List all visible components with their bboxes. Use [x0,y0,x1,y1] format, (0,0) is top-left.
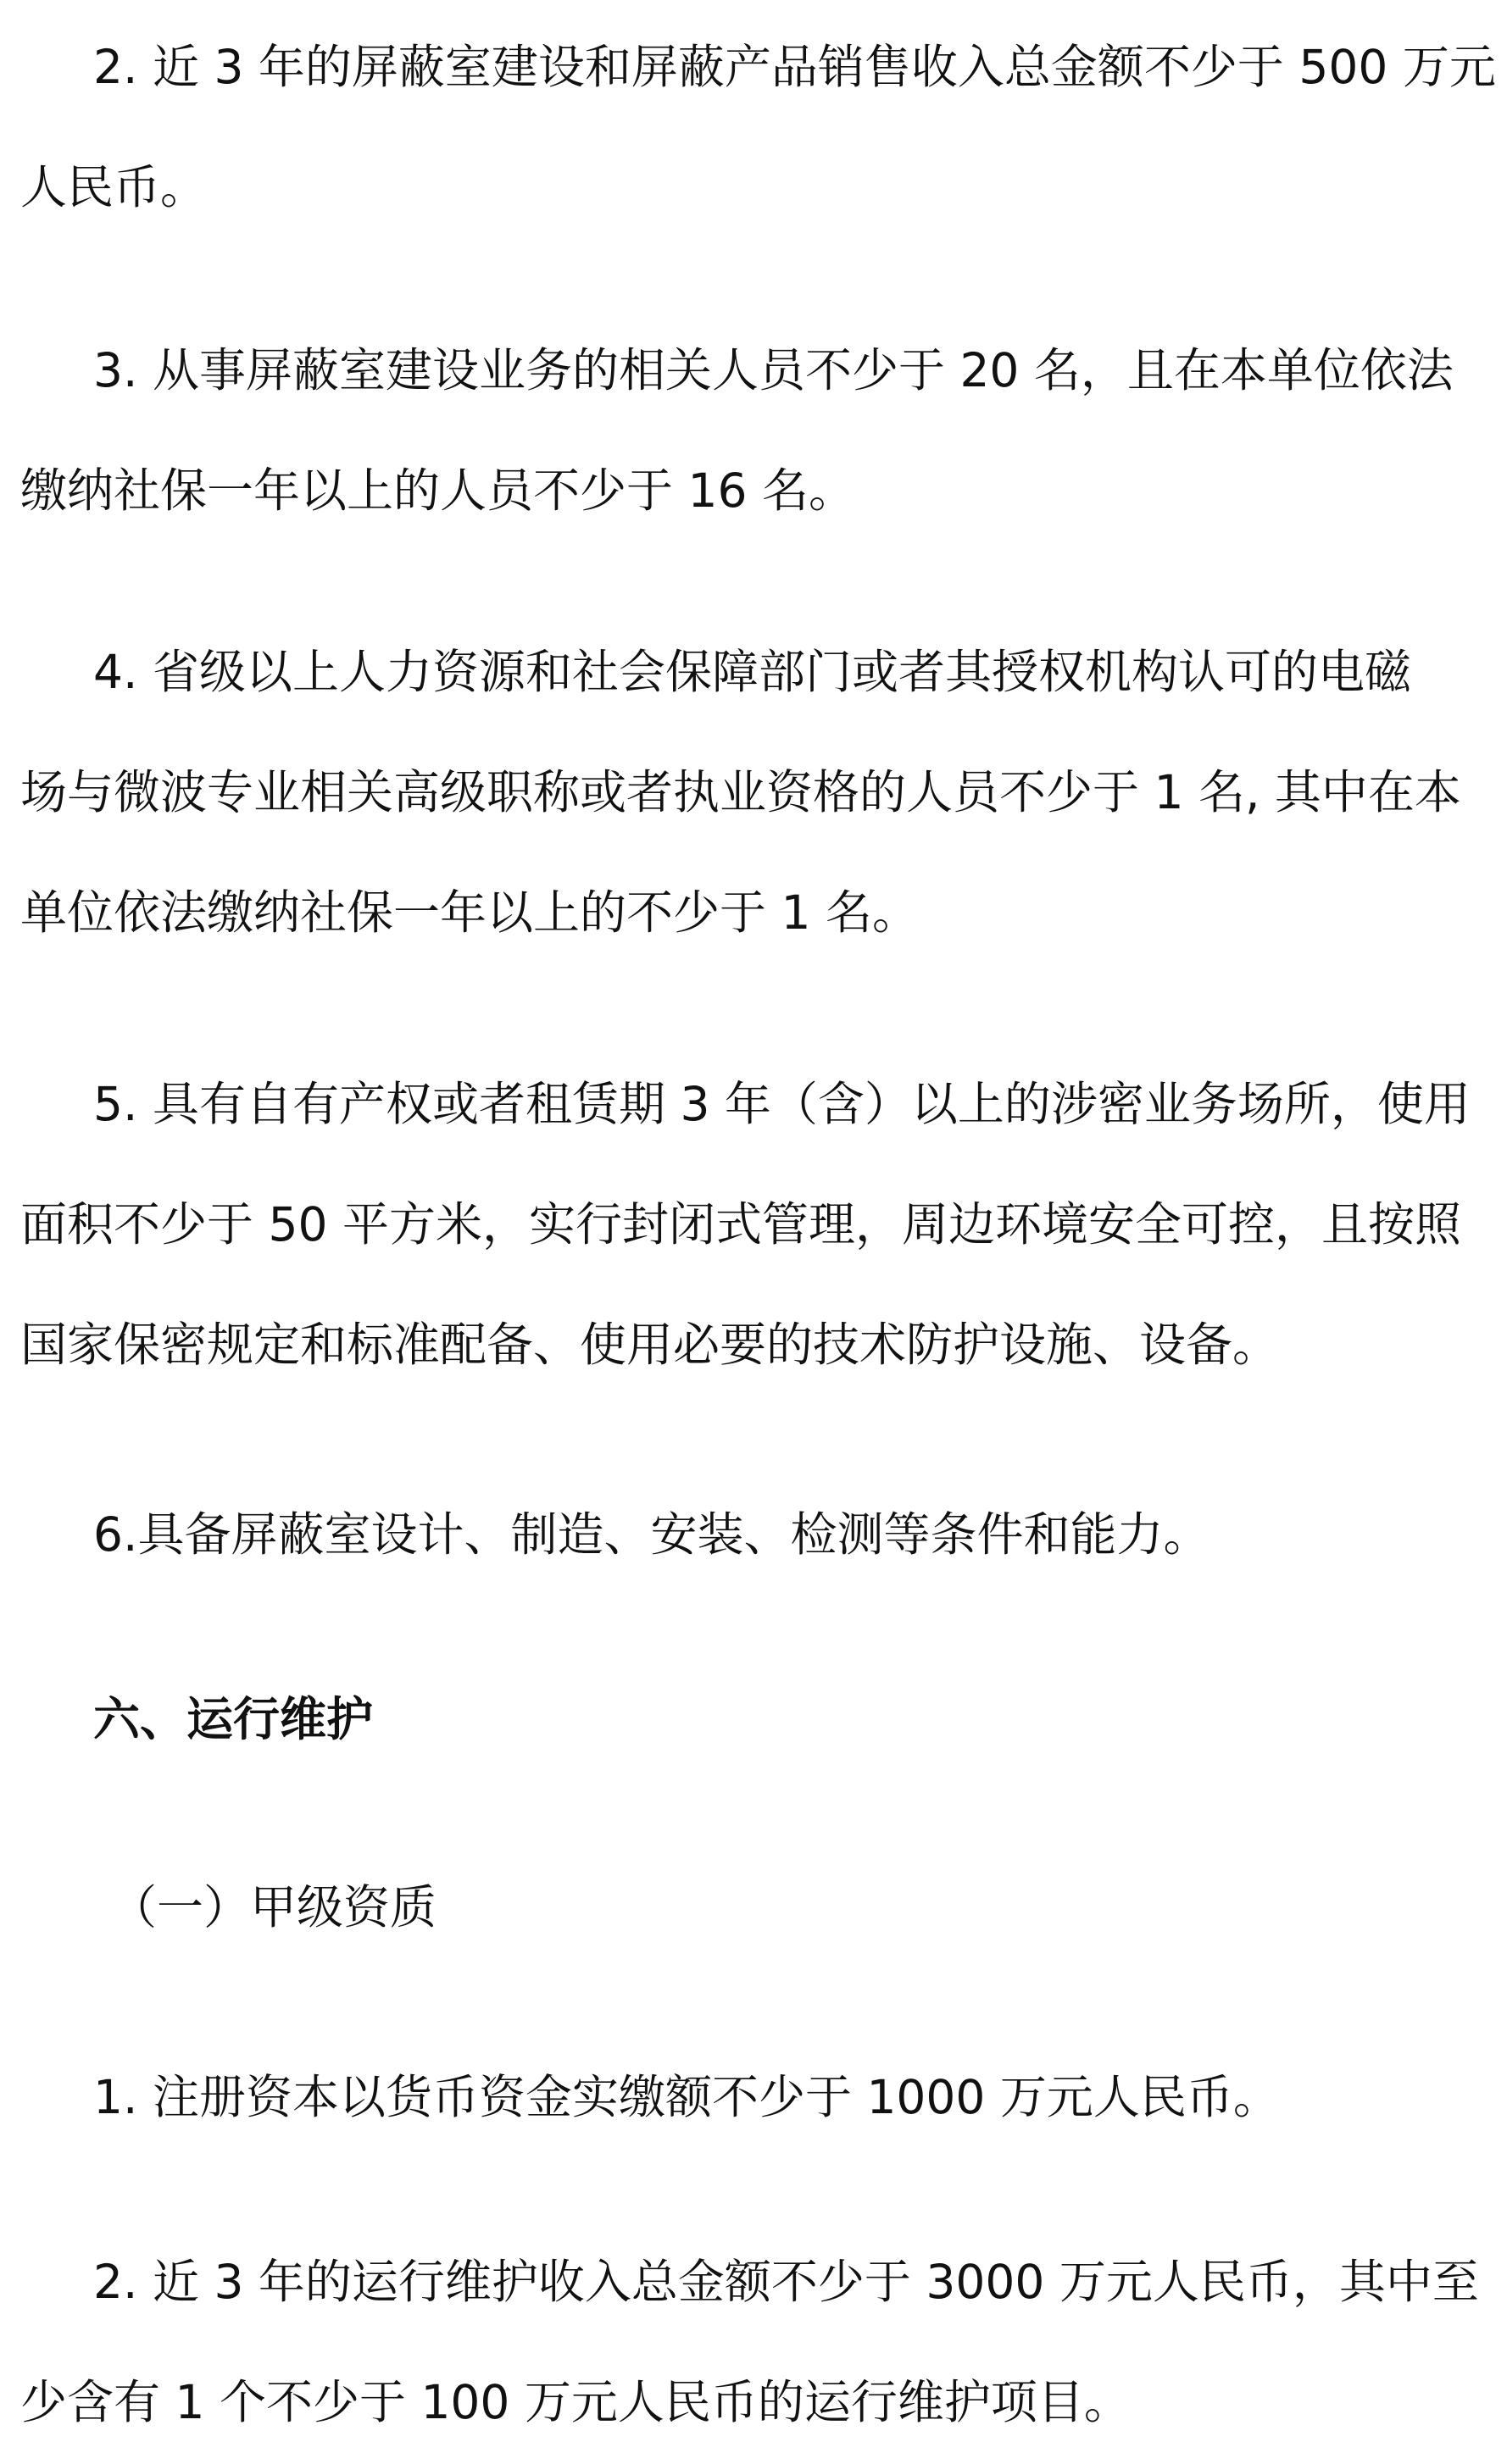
paragraph-line: 4. 省级以上人力资源和社会保障部门或者其授权机构认可的电磁 [93,645,1411,699]
paragraph-line: 3. 从事屏蔽室建设业务的相关人员不少于 20 名，且在本单位依法 [93,343,1454,397]
paragraph-line: 人民币。 [20,160,208,214]
paragraph-line: 2. 近 3 年的运行维护收入总金额不少于 3000 万元人民币，其中至 [93,2255,1479,2309]
paragraph-line: 2. 近 3 年的屏蔽室建设和屏蔽产品销售收入总金额不少于 500 万元 [93,40,1496,94]
section-paragraph-item-1 [20,2037,1487,2157]
paragraph-line: 1. 注册资本以货币资金实缴额不少于 1000 万元人民币。 [93,2070,1280,2124]
paragraph-line: 缴纳社保一年以上的人员不少于 16 名。 [20,463,855,518]
paragraph-item-4 [20,612,1487,973]
paragraph-item-6 [20,1474,1487,1595]
paragraph-item-2 [20,7,1496,247]
paragraph-line: 场与微波专业相关高级职称或者执业资格的人员不少于 1 名, 其中在本 [20,765,1461,819]
paragraph-line: 少含有 1 个不少于 100 万元人民币的运行维护项目。 [20,2375,1131,2429]
section-subheading: （一）甲级资质 [110,1880,437,1934]
section-paragraph-item-2 [20,2222,1487,2462]
paragraph-line: 5. 具有自有产权或者租赁期 3 年（含）以上的涉密业务场所，使用 [93,1077,1471,1131]
paragraph-item-5 [20,1044,1487,1405]
paragraph-line: 单位依法缴纳社保一年以上的不少于 1 名。 [20,885,919,940]
section-heading: 六、运行维护 [93,1692,374,1746]
paragraph-line: 国家保密规定和标准配备、使用必要的技术防护设施、设备。 [20,1318,1280,1372]
paragraph-line: 6.具备屏蔽室设计、制造、安装、检测等条件和能力。 [93,1507,1210,1562]
paragraph-line: 面积不少于 50 平方米，实行封闭式管理，周边环境安全可控，且按照 [20,1197,1461,1251]
paragraph-item-3 [20,310,1487,551]
